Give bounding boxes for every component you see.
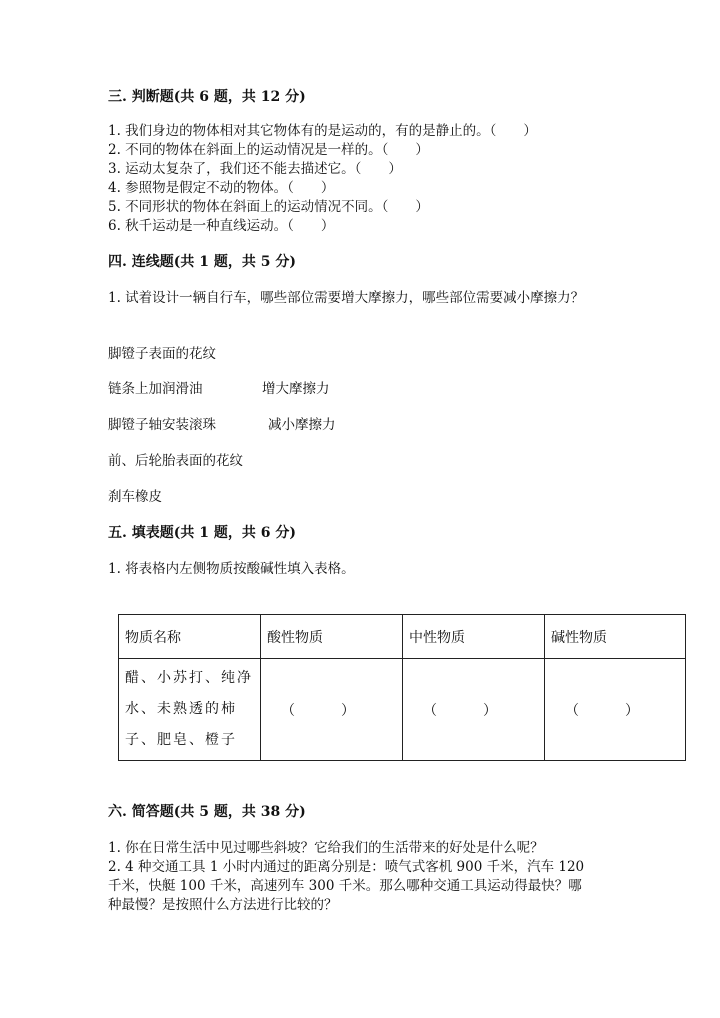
classification-table — [118, 614, 686, 761]
neutral-blank: （ ） — [423, 702, 498, 719]
section-5-title: 五. 填表题(共 1 题，共 6 分) — [108, 525, 296, 541]
alkaline-answer-cell[interactable] — [545, 659, 686, 761]
neutral-answer-cell[interactable] — [403, 659, 545, 761]
table-header-row — [119, 615, 686, 659]
header-neutral: 中性物质 — [403, 615, 545, 659]
matching-left-item-3: 脚镫子轴安装滚珠 — [108, 417, 216, 433]
header-substance-name: 物质名称 — [119, 615, 261, 659]
matching-left-item-4: 前、后轮胎表面的花纹 — [108, 453, 243, 469]
matching-right-item-2: 减小摩擦力 — [268, 417, 336, 433]
section-4-title: 四. 连线题(共 1 题，共 5 分) — [108, 254, 296, 270]
matching-left-item-5: 刹车橡皮 — [108, 489, 162, 505]
judgment-item-5: 5. 不同形状的物体在斜面上的运动情况不同。（ ） — [108, 199, 429, 215]
judgment-item-2: 2. 不同的物体在斜面上的运动情况是一样的。（ ） — [108, 142, 429, 158]
alkaline-blank: （ ） — [565, 702, 640, 719]
acidic-blank: （ ） — [281, 702, 356, 719]
judgment-item-6: 6. 秋千运动是一种直线运动。（ ） — [108, 218, 335, 234]
header-acidic: 酸性物质 — [261, 615, 403, 659]
matching-left-item-2: 链条上加润滑油 — [108, 381, 203, 397]
judgment-item-4: 4. 参照物是假定不动的物体。（ ） — [108, 180, 335, 196]
short-answer-q1: 1. 你在日常生活中见过哪些斜坡？它给我们的生活带来的好处是什么呢？ — [108, 840, 544, 856]
section-6-title: 六. 简答题(共 5 题，共 38 分) — [108, 804, 306, 820]
table-row — [119, 659, 686, 761]
matching-right-item-1: 增大摩擦力 — [262, 381, 330, 397]
substance-list-cell — [119, 659, 261, 761]
table-question: 1. 将表格内左侧物质按酸碱性填入表格。 — [108, 561, 355, 577]
section-3-title: 三. 判断题(共 6 题，共 12 分) — [108, 89, 306, 105]
acidic-answer-cell[interactable] — [261, 659, 403, 761]
short-answer-q2: 2. 4 种交通工具 1 小时内通过的距离分别是：喷气式客机 900 千米，汽车 120 千米，快艇 100 千米，高速列车 300 千米。那么哪种交通工具运动得最快？哪种最慢？是按照什么方法进行比较的？ — [108, 859, 585, 913]
header-alkaline: 碱性物质 — [545, 615, 686, 659]
matching-left-item-1: 脚镫子表面的花纹 — [108, 346, 216, 362]
matching-question: 1. 试着设计一辆自行车，哪些部位需要增大摩擦力，哪些部位需要减小摩擦力？ — [108, 290, 585, 306]
judgment-item-3: 3. 运动太复杂了，我们还不能去描述它。（ ） — [108, 161, 402, 177]
substance-list: 醋、小苏打、纯净水、未熟透的柿子、肥皂、橙子 — [125, 670, 253, 748]
judgment-item-1: 1. 我们身边的物体相对其它物体有的是运动的，有的是静止的。（ ） — [108, 123, 537, 139]
